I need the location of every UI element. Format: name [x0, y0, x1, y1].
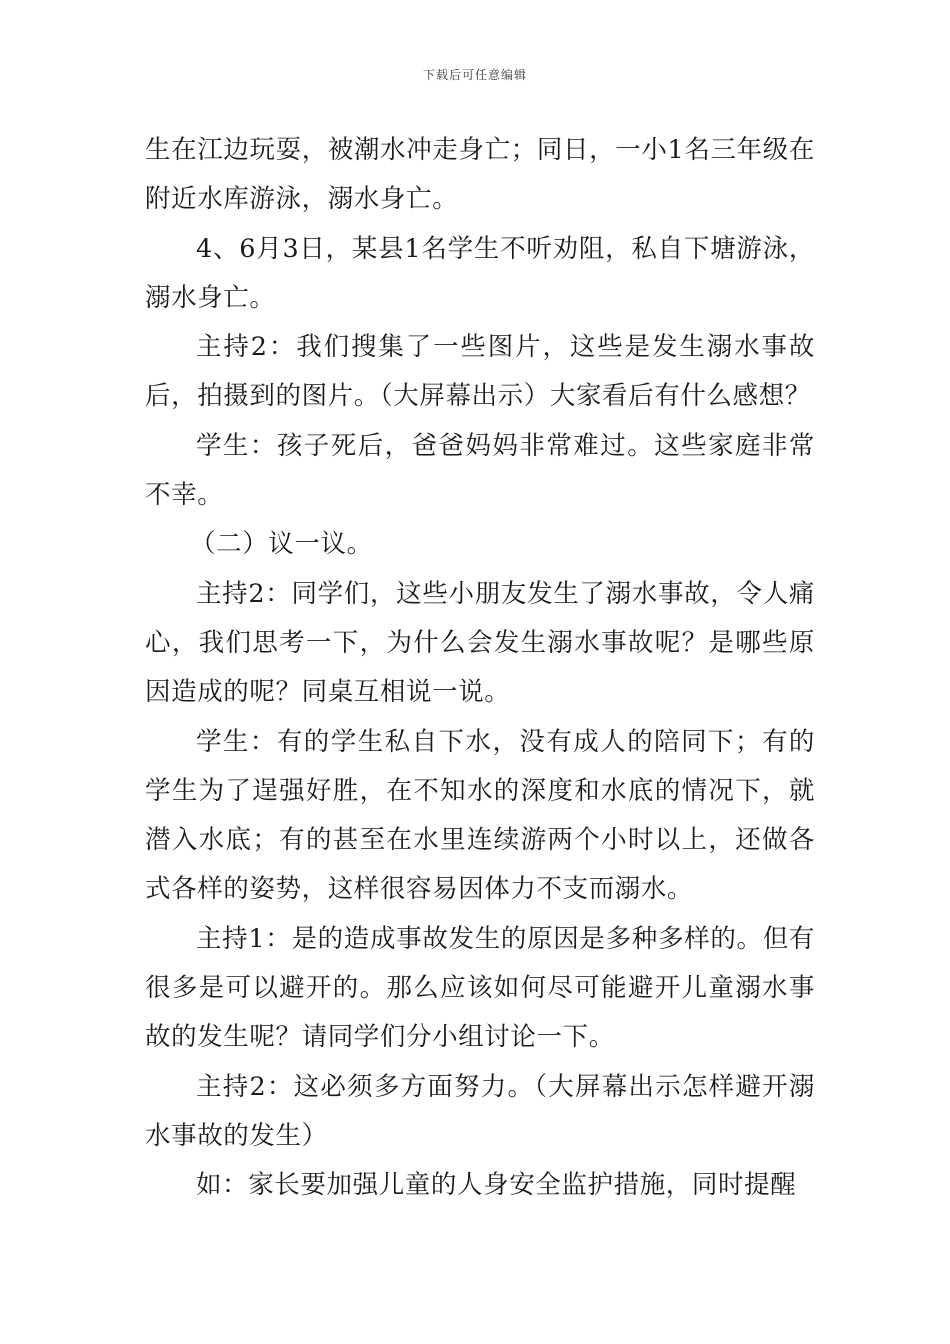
paragraph-host2-question: 主持2：同学们，这些小朋友发生了溺水事故，令人痛心，我们思考一下，为什么会发生溺水事故呢？是哪些原因造成的呢？同桌互相说一说。: [145, 578, 815, 708]
paragraph-host1-avoid: 主持1：是的造成事故发生的原因是多种多样的。但有很多是可以避开的。那么应该如何尽可能避开儿童溺水事故的发生呢？请同学们分小组讨论一下。: [145, 923, 815, 1053]
paragraph-host2-effort: 主持2：这必须多方面努力。（大屏幕出示怎样避开溺水事故的发生）: [145, 1071, 815, 1151]
paragraph-student-reasons: 学生：有的学生私自下水，没有成人的陪同下；有的学生为了逞强好胜，在不知水的深度和水底的情况下，就潜入水底；有的甚至在水里连续游两个小时以上，还做各式各样的姿势，这样很容易因体力不支而溺水。: [145, 726, 815, 905]
document-body: [145, 126, 815, 1211]
paragraph-host2-pictures: 主持2：我们搜集了一些图片，这些是发生溺水事故后，拍摄到的图片。（大屏幕出示）大家看后有什么感想？: [145, 332, 815, 412]
page-header: 下载后可任意编辑: [422, 68, 527, 82]
paragraph-example-parents: 如：家长要加强儿童的人身安全监护措施，同时提醒: [196, 1170, 797, 1201]
paragraph-case-4: 4、6月3日，某县1名学生不听劝阻，私自下塘游泳，溺水身亡。: [145, 233, 815, 313]
paragraph-continued: 生在江边玩耍，被潮水冲走身亡；同日，一小1名三年级在附近水库游泳，溺水身亡。: [145, 135, 815, 215]
paragraph-student-feelings: 学生：孩子死后，爸爸妈妈非常难过。这些家庭非常不幸。: [145, 430, 815, 511]
section-heading-discuss: （二）议一议。: [190, 529, 373, 560]
